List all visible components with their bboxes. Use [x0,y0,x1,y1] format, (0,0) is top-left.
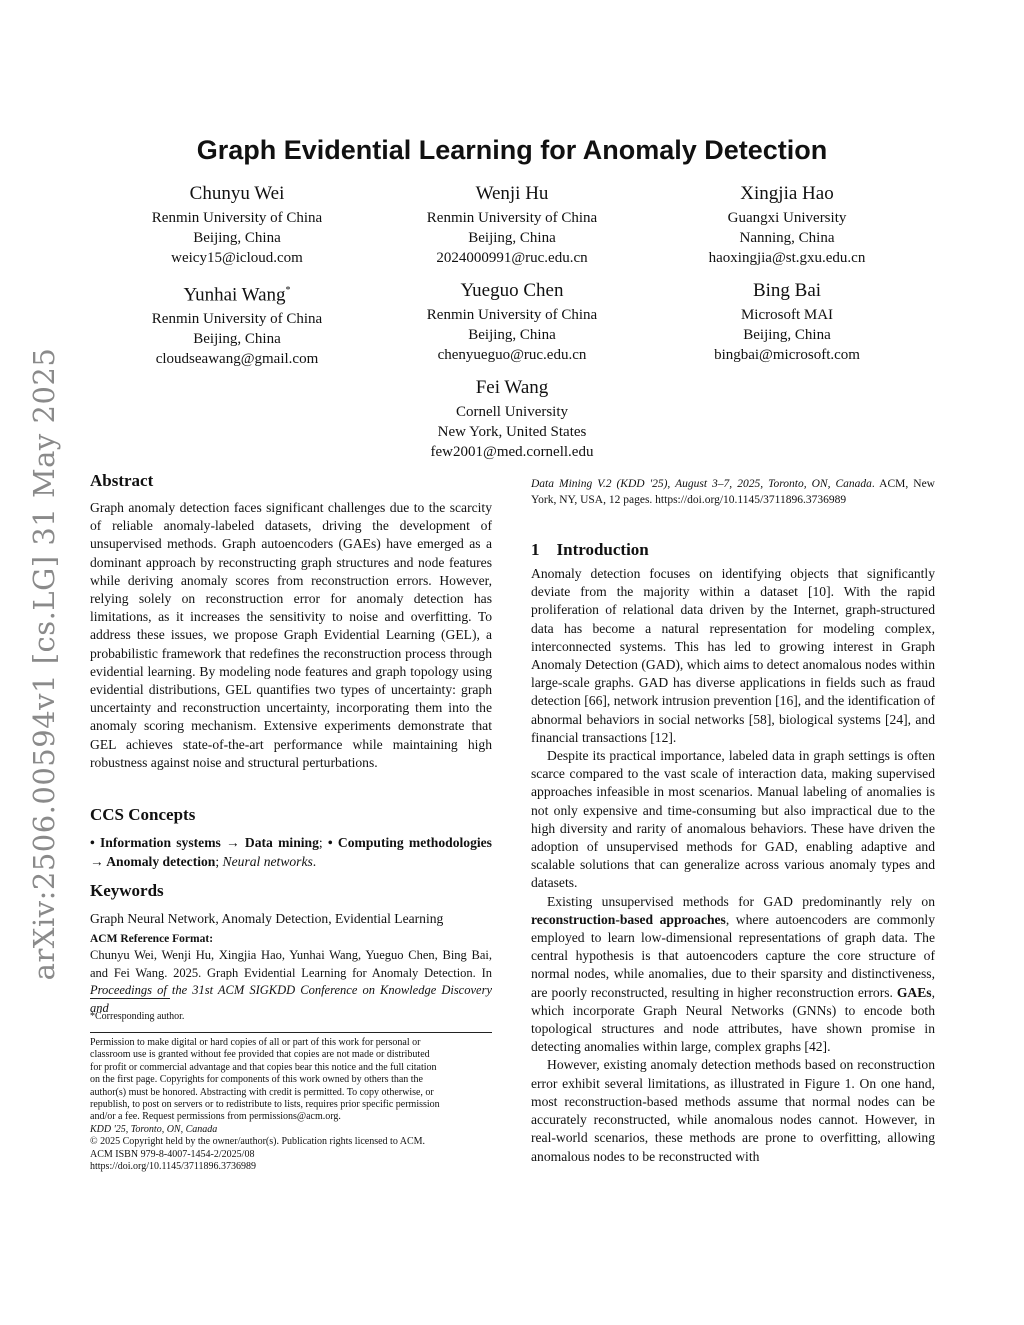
footnote-divider [90,998,170,999]
author-block [637,182,937,268]
author-affiliation: Cornell University [455,404,569,420]
author-name: Bing Bai [752,280,822,301]
introduction-heading [531,539,935,561]
arxiv-side-stamp: arXiv:2506.00594v1 [cs.LG] 31 May 2025 [27,347,61,981]
author-block [362,376,662,462]
acm-reference-text: Chunyu Wei, Wenji Hu, Xingjia Hao, Yunhai Wang, Yueguo Chen, Bing Bai, and Fei Wang. 2025. Graph Evidential Learning for Anomaly Detection. In Proceedings of the 31st ACM SIGKDD Conference on Knowledge Discovery and [90,948,492,1015]
author-name: Yunhai Wang* [183,284,291,306]
permission-line: on the first page. Copyrights for components of this work owned by others than the [90,1074,423,1086]
author-affiliation: Renmin University of China [151,210,323,226]
ccs-concept: Neural networks [222,854,313,869]
permission-line: classroom use is granted without fee provided that copies are not made or distributed [90,1049,430,1061]
author-name: Xingjia Hao [740,183,834,204]
author-block [362,279,662,365]
author-email: bingbai@microsoft.com [714,347,860,363]
section-title: Introduction [556,540,649,559]
author-affiliation: Renmin University of China [426,307,598,323]
author-location: Beijing, China [468,327,556,343]
copyright-line: © 2025 Copyright held by the owner/author(s). Publication rights licensed to ACM. [90,1136,426,1148]
ccs-heading: CCS Concepts [90,805,196,824]
corresponding-mark: * [285,285,291,296]
abstract-section [90,470,492,772]
author-affiliation: Guangxi University [727,210,847,226]
corresponding-footnote: *Corresponding author. [90,1011,185,1022]
author-location: Beijing, China [193,230,281,246]
permission-divider [90,1032,492,1033]
acm-reference-heading: ACM Reference Format: [90,933,214,945]
author-location: Beijing, China [193,331,281,348]
author-name: Chunyu Wei [189,183,285,204]
keywords-heading: Keywords [90,881,164,900]
ccs-concepts: • Information systems → Data mining; • Computing methodologies → Anomaly detection; Neural networks. [90,835,492,869]
ccs-concept: • Information systems → Data mining [90,835,319,850]
ccs-concept: • Computing methodologies → Anomaly detection [90,835,492,869]
permission-line: republish, to post on servers or to redistribute to lists, requires prior specific permission [90,1099,440,1111]
author-email: chenyueguo@ruc.edu.cn [437,347,587,363]
author-email: haoxingjia@st.gxu.edu.cn [708,250,866,266]
introduction-body [531,565,935,1166]
author-location: New York, United States [437,424,587,440]
author-name: Wenji Hu [475,183,549,204]
author-location: Beijing, China [743,327,831,343]
paragraph: Anomaly detection focuses on identifying objects that significantly deviate from the majority within a dataset [10]. With the rapid proliferation of relational data driven by the Internet, graph-structured data has become a natural representation for modeling complex, interconnected systems. This has led to growing interest in Graph Anomaly Detection (GAD), which aims to detect anomalous nodes within large-scale graphs. GAD has diverse applications in fields such as fraud detection [66], network intrusion prevention [16], and the identification of abnormal behaviors in social networks [58], biological systems [24], and financial transactions [12]. [531,566,935,745]
permission-line: author(s) must be honored. Abstracting with credit is permitted. To copy otherwise, or [90,1086,434,1098]
paper-title: Graph Evidential Learning for Anomaly Detection [196,135,828,165]
author-email: weicy15@icloud.com [171,250,303,266]
author-email: cloudseawang@gmail.com [155,351,319,368]
author-name: Yueguo Chen [460,280,564,301]
author-affiliation: Renmin University of China [151,311,323,328]
conference-line: KDD '25, Toronto, ON, Canada [90,1123,218,1135]
permission-line: Permission to make digital or hard copies of all or part of this work for personal or [90,1037,421,1048]
ccs-section [90,804,492,871]
paragraph: Despite its practical importance, labeled data in graph settings is often scarce compared to the vast scale of interaction data, making supervised approaches infeasible in most scenarios. Manual labeling of anomalies is not only expensive and time-consuming but also impractical due to the high diversity and rarity of anomalous behaviors. These have driven the adoption of unsupervised methods for GAD, enabling adaptive and scalable solutions that can generalize across various anomaly types and datasets. [531,748,935,891]
abstract-text: Graph anomaly detection faces significant challenges due to the scarcity of reliable anomaly-labeled datasets, driving the development of unsupervised methods. Graph autoencoders (GAEs) have emerged as a dominant approach by reconstructing graph structures and node features while deriving anomaly scores from reconstruction errors. However, relying solely on reconstruction error for anomaly detection has limitations, as it increases the sensitivity to noise and overfitting. To address these issues, we propose Graph Evidential Learning (GEL), a probabilistic framework that redefines the reconstruction process through evidential learning. By modeling node features and graph topology using evidential distributions, GEL quantifies two types of uncertainty: graph uncertainty and reconstruction uncertainty, incorporating them into the anomaly scoring mechanism. Extensive experiments demonstrate that GEL achieves state-of-the-art performance while maintaining high robustness against noise and structural perturbations. [90,500,492,770]
isbn-line: ACM ISBN 979-8-4007-1454-2/2025/08 [90,1148,255,1160]
doi-link[interactable]: https://doi.org/10.1145/3711896.3736989 [90,1161,257,1173]
author-email: few2001@med.cornell.edu [430,444,594,460]
acm-reference-section [90,932,492,1017]
permission-line: and/or a fee. Request permissions from permissions@acm.org. [90,1111,341,1123]
abstract-heading: Abstract [90,471,154,490]
keywords-section [90,880,492,928]
author-name: Fei Wang [475,377,549,398]
paragraph: Existing unsupervised methods for GAD predominantly rely on reconstruction-based approaches, where autoencoders are commonly employed to learn low-dimensional representations of graph data. The central hypothesis is that autoencoders capture the core structure of normal nodes, while anomalies, due to their sparsity and distinctiveness, are poorly reconstructed, resulting in higher reconstruction errors. GAEs, which incorporate Graph Neural Networks (GNNs) to encode both topological structures and node attributes, have shown promise in detecting anomalies within large, complex graphs [42]. [531,893,935,1055]
author-location: Beijing, China [468,230,556,246]
author-block [362,182,662,268]
permission-line: for profit or commercial advantage and that copies bear this notice and the full citation [90,1061,437,1073]
author-location: Nanning, China [739,230,835,246]
paragraph: However, existing anomaly detection methods based on reconstruction error exhibit several limitations, as illustrated in Figure 1. On one hand, most reconstruction-based methods assume that normal nodes can be accurately reconstructed, while anomalous nodes cannot. However, in real-world scenarios, these methods are prone to overfitting, allowing anomalous nodes to be reconstructed with [531,1057,935,1164]
author-block [87,182,387,268]
author-affiliation: Renmin University of China [426,210,598,226]
permission-block [90,1037,492,1173]
author-block [637,279,937,365]
section-number: 1 [531,540,540,559]
author-block [87,279,387,369]
author-email: 2024000991@ruc.edu.cn [436,250,588,266]
acm-reference-continued: Data Mining V.2 (KDD '25), August 3–7, 2025, Toronto, ON, Canada. ACM, New York, NY, USA, 12 pages. https://doi.org/10.1145/3711896.3736989 [531,478,935,506]
author-affiliation: Microsoft MAI [740,307,834,323]
keywords-text: Graph Neural Network, Anomaly Detection, Evidential Learning [90,911,444,926]
